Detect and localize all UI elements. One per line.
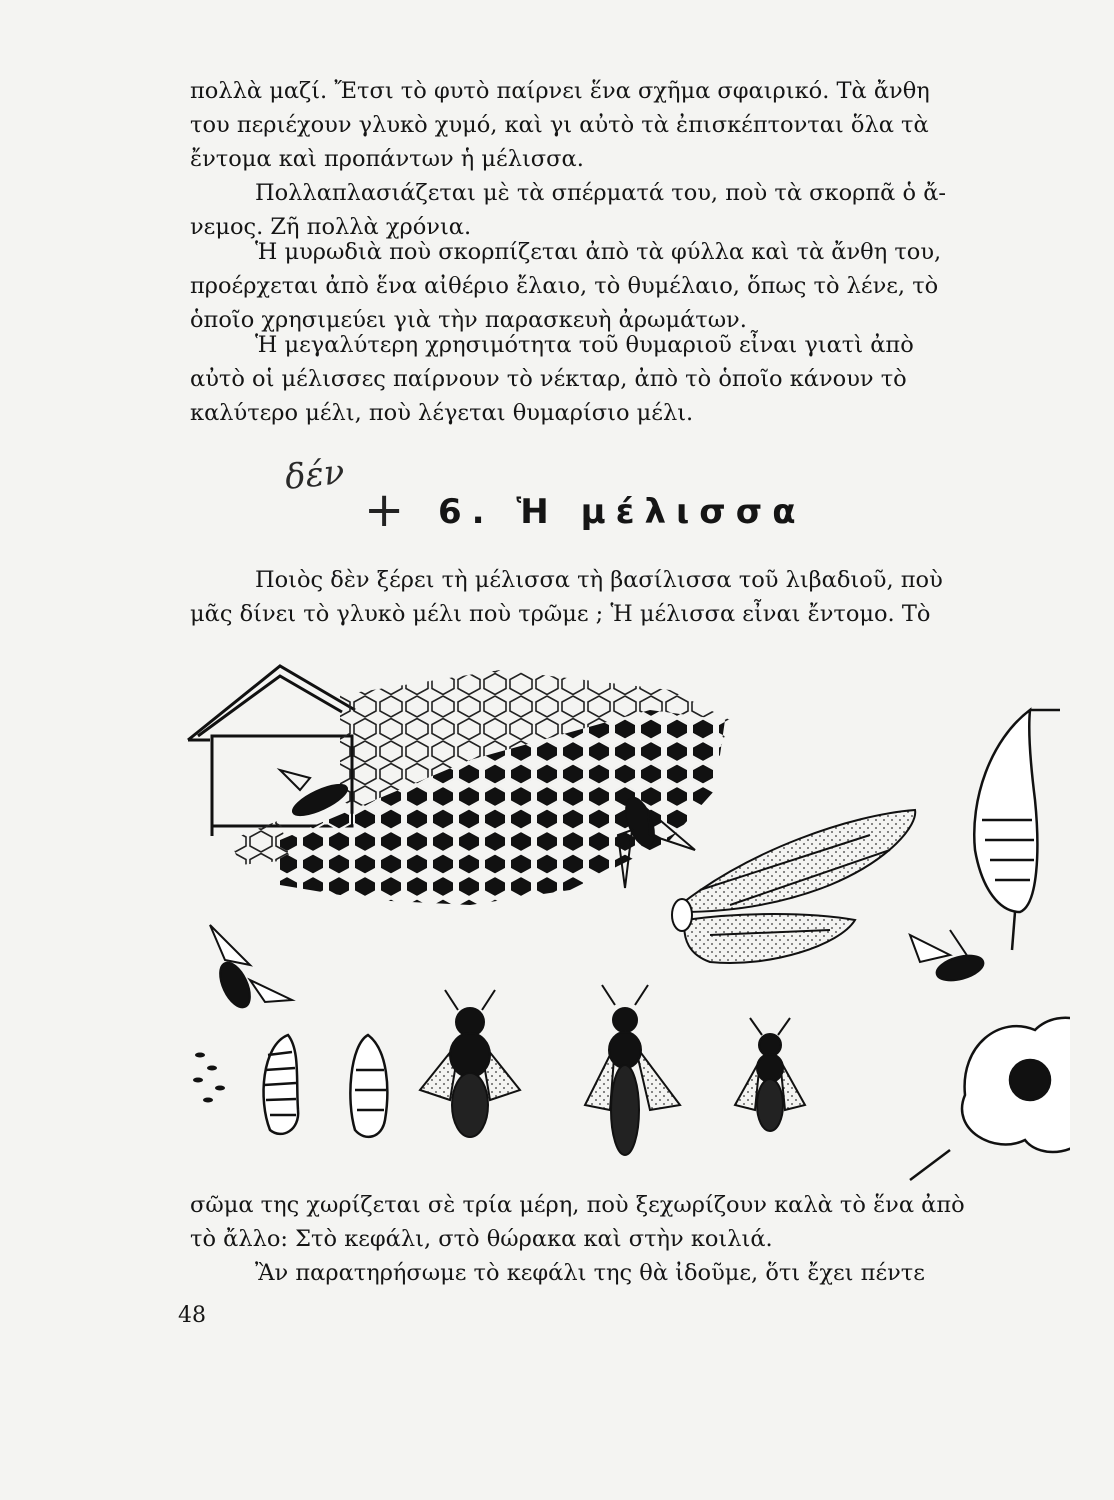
text-line: μᾶς δίνει τὸ γλυκὸ μέλι ποὺ τρῶμε ; Ἡ μέλισσα εἶναι ἔντομο. Τὸ bbox=[190, 601, 931, 627]
queen-cell-drawing bbox=[974, 710, 1060, 950]
text-line: πολλὰ μαζί. Ἔτσι τὸ φυτὸ παίρνει ἕνα σχῆμα σφαιρικό. Τὰ ἄνθη bbox=[190, 78, 930, 104]
flower-with-bee-drawing bbox=[910, 1018, 1070, 1180]
text-line: αὐτὸ οἱ μέλισσες παίρνουν τὸ νέκταρ, ἀπὸ τὸ ὁποῖο κάνουν τὸ bbox=[190, 366, 907, 392]
text-line: προέρχεται ἀπὸ ἕνα αἰθέριο ἔλαιο, τὸ θυμέλαιο, ὅπως τὸ λένε, τὸ bbox=[190, 273, 939, 299]
text-line: Ἡ μυρωδιὰ ποὺ σκορπίζεται ἀπὸ τὰ φύλλα καὶ τὰ ἄνθη του, bbox=[255, 239, 942, 265]
paragraph-bee-intro bbox=[190, 563, 1065, 631]
text-line: Πολλαπλασιάζεται μὲ τὰ σπέρματά του, ποὺ τὰ σκορπᾶ ὁ ἄ- bbox=[255, 180, 947, 206]
page-number: 48 bbox=[178, 1303, 206, 1328]
text-line: ὁποῖο χρησιμεύει γιὰ τὴν παρασκευὴ ἀρωμάτων. bbox=[190, 307, 747, 333]
bee-larva-drawing bbox=[264, 1035, 299, 1134]
text-line: σῶμα της χωρίζεται σὲ τρία μέρη, ποὺ ξεχωρίζουν καλὰ τὸ ἕνα ἀπὸ bbox=[190, 1192, 965, 1218]
flying-bee-icon bbox=[910, 930, 986, 985]
text-line: Ποιὸς δὲν ξέρει τὴ μέλισσα τὴ βασίλισσα τοῦ λιβαδιοῦ, ποὺ bbox=[255, 567, 943, 593]
paragraph-thyme-shape bbox=[190, 74, 1065, 176]
handwritten-annotation: δέν bbox=[283, 452, 347, 498]
bee-wing-drawing bbox=[672, 810, 915, 963]
text-line: Ἡ μεγαλύτερη χρησιμότητα τοῦ θυμαριοῦ εἶναι γιατὶ ἀπὸ bbox=[255, 332, 914, 358]
text-line: καλύτερο μέλι, ποὺ λέγεται θυμαρίσιο μέλι. bbox=[190, 400, 694, 426]
handwritten-cross-mark: + bbox=[364, 482, 405, 538]
honeycomb-drawing bbox=[230, 670, 730, 905]
section-heading: 6. Ἡ μέλισσα bbox=[438, 492, 806, 532]
text-line: ἔντομα καὶ προπάντων ἡ μέλισσα. bbox=[190, 146, 584, 172]
text-line: νεμος. Ζῆ πολλὰ χρόνια. bbox=[190, 214, 472, 240]
bee-illustration bbox=[170, 650, 1070, 1190]
drone-bee-drawing bbox=[420, 990, 520, 1137]
text-line: τὸ ἄλλο: Στὸ κεφάλι, στὸ θώρακα καὶ στὴν κοιλιά. bbox=[190, 1226, 773, 1252]
text-line: Ἂν παρατηρήσωμε τὸ κεφάλι της θὰ ἰδοῦμε, ὅτι ἔχει πέντε bbox=[255, 1260, 925, 1286]
paragraph-bee-head bbox=[190, 1256, 1065, 1290]
text-line: του περιέχουν γλυκὸ χυμό, καὶ γι αὐτὸ τὰ ἐπισκέπτονται ὅλα τὰ bbox=[190, 112, 929, 138]
queen-bee-drawing bbox=[585, 985, 680, 1155]
bee-pupa-drawing bbox=[350, 1035, 387, 1137]
bee-eggs-drawing bbox=[193, 1053, 225, 1103]
beehive-drawing bbox=[188, 666, 355, 836]
paragraph-bee-body bbox=[190, 1188, 1065, 1256]
paragraph-thyme-scent bbox=[190, 235, 1065, 337]
flying-bee-icon bbox=[210, 925, 292, 1012]
paragraph-thyme-honey bbox=[190, 328, 1065, 430]
worker-bee-drawing bbox=[735, 1018, 805, 1131]
paragraph-thyme-seeds bbox=[190, 176, 1065, 244]
